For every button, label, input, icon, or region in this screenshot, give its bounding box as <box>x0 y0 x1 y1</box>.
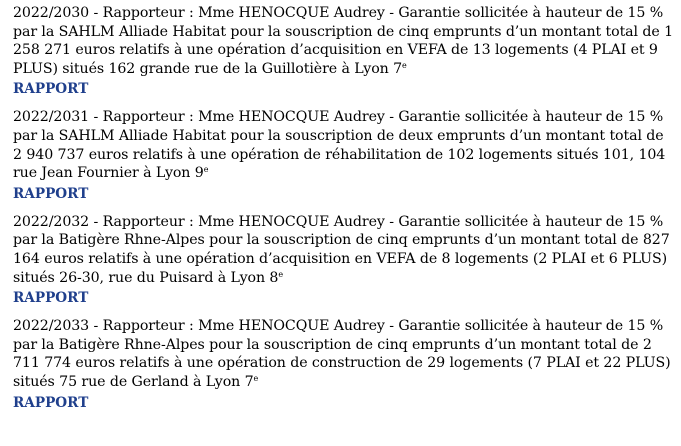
rapport-link[interactable]: RAPPORT <box>13 185 89 202</box>
rapport-link[interactable]: RAPPORT <box>13 290 89 307</box>
deliberation-text <box>13 108 673 182</box>
deliberation-entry <box>13 317 673 411</box>
deliberation-entry <box>13 4 673 98</box>
ordinal-suffix: e <box>203 165 209 175</box>
deliberation-body: 2022/2033 - Rapporteur : Mme HENOCQUE Audrey - Garantie sollicitée à hauteur de 15 % par la Batigère Rhne-Alpes pour la souscription de cinq emprunts d’un montant total de 2 711 774 euros relatifs à une opération de construction de 29 logements (7 PLAI et 22 PLUS) situés 75 rue de Gerland à Lyon 7 <box>13 318 671 390</box>
rapport-link[interactable]: RAPPORT <box>13 81 89 98</box>
ordinal-suffix: e <box>278 269 283 279</box>
ordinal-suffix: e <box>253 373 259 383</box>
deliberation-body: 2022/2032 - Rapporteur : Mme HENOCQUE Audrey - Garantie sollicitée à hauteur de 15 % par la Batigère Rhne-Alpes pour la souscription de cinq emprunts d’un montant total de 827 164 euros relatifs à une opération d’acquisition en VEFA de 8 logements (2 PLAI et 6 PLUS) situés 26-30, rue du Puisard à Lyon 8 <box>13 213 670 286</box>
deliberation-entry <box>13 213 673 307</box>
deliberation-entry <box>13 108 673 202</box>
deliberation-body: 2022/2030 - Rapporteur : Mme HENOCQUE Audrey - Garantie sollicitée à hauteur de 15 % par la SAHLM Alliade Habitat pour la souscription de cinq emprunts d’un montant total de 1 258 271 euros relatifs à une opération d’acquisition en VEFA de 13 logements (4 PLAI et 9 PLUS) situés 162 grande rue de la Guillotière à Lyon 7 <box>13 5 673 77</box>
rapport-link[interactable]: RAPPORT <box>13 394 89 411</box>
deliberation-text <box>13 4 673 78</box>
ordinal-suffix: e <box>402 60 407 70</box>
deliberations-list <box>13 4 673 422</box>
deliberation-text <box>13 317 673 391</box>
deliberation-body: 2022/2031 - Rapporteur : Mme HENOCQUE Audrey - Garantie sollicitée à hauteur de 15 % par la SAHLM Alliade Habitat pour la souscription de deux emprunts d’un montant total de 2 940 737 euros relatifs à une opération de réhabilitation de 102 logements situés 101, 104 rue Jean Fournier à Lyon 9 <box>13 109 666 182</box>
deliberation-text <box>13 213 673 287</box>
